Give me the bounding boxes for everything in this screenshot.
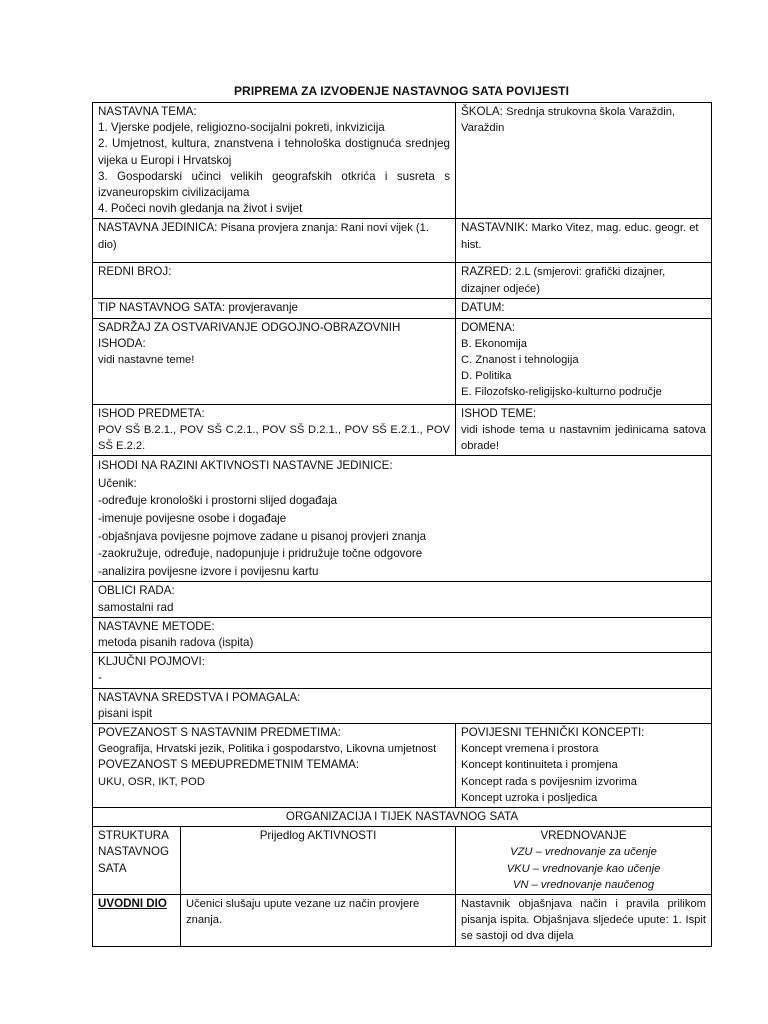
value-tip-sata: provjeravanje	[228, 301, 298, 315]
tema-item: 2. Umjetnost, kultura, znanstvena i tehnološka dostignuća srednjeg vijeka u Europi i Hrvatskoj	[98, 137, 450, 167]
cell-nastavna-jedinica	[93, 219, 456, 263]
pojmovi-colon: :	[201, 656, 205, 669]
row-tema	[93, 103, 712, 219]
label-redni-broj: REDNI BROJ:	[98, 265, 172, 279]
ishod-aktivnost-item: -imenuje povijesne osobe i događaje	[98, 512, 287, 526]
cell-tip-sata	[93, 299, 456, 318]
label-oblici-rada: OBLICI RADA:	[98, 584, 175, 598]
label-ishod-teme: ISHOD TEME:	[461, 406, 537, 420]
value-povezanost-predmeti: Geografija, Hrvatski jezik, Politika i gospodarstvo, Likovna umjetnost	[98, 743, 437, 756]
cell-nastavna-tema	[93, 103, 456, 219]
cell-datum	[456, 299, 712, 318]
header-vzu: VZU – vrednovanje za učenje	[510, 846, 657, 859]
row-ishodi-aktivnosti	[93, 456, 712, 582]
header-struktura: STRUKTURA NASTAVNOG SATA	[98, 829, 170, 875]
cell-redni-broj	[93, 263, 456, 299]
value-ishod-teme: vidi ishode tema u nastavnim jedinicama satova obrade!	[461, 423, 706, 453]
value-sadrzaj: vidi nastavne teme!	[98, 354, 195, 367]
header-vrednovanje: VREDNOVANJE	[540, 829, 627, 843]
cell-organizacija: ORGANIZACIJA I TIJEK NASTAVNOG SATA	[93, 808, 712, 827]
domena-item: B. Ekonomija	[461, 337, 527, 350]
cell-aktivnosti-header	[181, 827, 456, 895]
label-nastavna-tema: NASTAVNA TEMA:	[98, 105, 197, 118]
cell-domena	[456, 318, 712, 404]
ishodi-intro: Učenik:	[98, 476, 137, 490]
value-oblici-rada: samostalni rad	[98, 600, 174, 614]
label-datum: DATUM:	[461, 301, 505, 315]
tema-item: 1. Vjerske podjele, religiozno-socijalni pokreti, inkvizicija	[98, 121, 385, 135]
label-metode: NASTAVNE METODE:	[98, 619, 215, 633]
row-oblici-rada	[93, 582, 712, 617]
cell-pojmovi	[93, 653, 712, 688]
tema-item: 4. Počeci novih gledanja na život i svijet	[98, 202, 303, 216]
row-sadrzaj	[93, 318, 712, 404]
row-povezanost	[93, 724, 712, 808]
value-nastavnik: Marko Vitez, mag. educ. geogr. et hist.	[461, 222, 699, 251]
domena-item: D. Politika	[461, 370, 512, 383]
cell-uvodni-vrednovanje	[456, 895, 712, 947]
lesson-plan-table	[92, 102, 712, 947]
label-ishod-predmeta: ISHOD PREDMETA:	[98, 406, 205, 420]
header-vku: VKU – vrednovanje kao učenje	[506, 862, 661, 875]
koncept-item: Koncept vremena i prostora	[461, 743, 599, 756]
cell-metode	[93, 617, 712, 652]
cell-ishodi-aktivnosti	[93, 456, 712, 582]
koncept-item: Koncept kontinuiteta i promjena	[461, 759, 618, 772]
row-metode	[93, 617, 712, 652]
row-jedinica	[93, 219, 712, 263]
label-tip-sata: TIP NASTAVNOG SATA:	[98, 301, 226, 315]
label-nastavna-jedinica: NASTAVNA JEDINICA:	[98, 221, 218, 235]
value-metode: metoda pisanih radova (ispita)	[98, 636, 254, 649]
label-sredstva: NASTAVNA SREDSTVA I POMAGALA:	[98, 690, 301, 704]
label-uvodni-dio: UVODNI DIO	[98, 897, 167, 911]
row-ishodi	[93, 404, 712, 456]
cell-koncepti	[456, 724, 712, 808]
label-ishodi-aktivnosti: ISHODI NA RAZINI AKTIVNOSTI NASTAVNE JEDINICE:	[98, 459, 393, 473]
header-aktivnosti: Prijedlog AKTIVNOSTI	[259, 829, 377, 843]
label-razred: RAZRED:	[461, 265, 512, 279]
cell-sredstva	[93, 688, 712, 723]
label-povezanost-predmeti: POVEZANOST S NASTAVNIM PREDMETIMA:	[98, 726, 341, 740]
label-povezanost-teme: POVEZANOST S MEĐUPREDMETNIM TEMAMA:	[98, 758, 360, 772]
value-uvodni-aktivnost: Učenici slušaju upute vezane uz način provjere znanja.	[186, 898, 420, 927]
row-organizacija	[93, 808, 712, 827]
cell-ishod-teme	[456, 404, 712, 456]
cell-razred	[456, 263, 712, 299]
label-sadrzaj: SADRŽAJ ZA OSTVARIVANJE ODGOJNO-OBRAZOVNIH ISHODA:	[98, 320, 401, 350]
label-domena: DOMENA:	[461, 320, 516, 334]
cell-nastavnik	[456, 219, 712, 263]
label-koncepti: POVIJESNI TEHNIČKI KONCEPTI:	[461, 726, 645, 740]
label-skola: ŠKOLA:	[461, 105, 503, 118]
value-skola: Srednja strukovna škola Varaždin, Varaždin	[461, 106, 676, 135]
document-title: PRIPREMA ZA IZVOĐENJE NASTAVNOG SATA POVIJESTI	[233, 84, 570, 98]
cell-skola	[456, 103, 712, 219]
domena-item: E. Filozofsko-religijsko-kulturno područje	[461, 386, 662, 399]
label-nastavnik: NASTAVNIK:	[461, 221, 529, 235]
value-uvodni-vrednovanje: Nastavnik objašnjava način i pravila prilikom pisanja ispita. Objašnjava sljedeće upute: 1. Ispit se sastoji od dva dijela	[461, 898, 706, 943]
value-ishod-predmeta: POV SŠ B.2.1., POV SŠ C.2.1., POV SŠ D.2.1., POV SŠ E.2.1., POV SŠ E.2.2.	[98, 423, 450, 453]
cell-ishod-predmeta	[93, 404, 456, 456]
header-vn: VN – vrednovanje naučenog	[512, 878, 655, 891]
row-tip-sata	[93, 299, 712, 318]
row-redni-broj	[93, 263, 712, 299]
cell-uvodni-label	[93, 895, 181, 947]
label-pojmovi: KLJUČNI POJMOVI	[98, 655, 202, 669]
row-struktura-header	[93, 827, 712, 895]
ishod-aktivnost-item: -objašnjava povijesne pojmove zadane u pisanoj provjeri znanja	[98, 529, 427, 543]
value-razred: 2.L (smjerovi: grafički dizajner, dizajner odjeće)	[461, 266, 666, 295]
koncept-item: Koncept uzroka i posljedica	[461, 791, 598, 804]
value-pojmovi: -	[98, 671, 102, 685]
tema-item: 3. Gospodarski učinci velikih geografskih otkrića i susreta s izvaneuropskim civilizacijama	[98, 169, 450, 200]
cell-struktura-header	[93, 827, 181, 895]
row-sredstva	[93, 688, 712, 723]
cell-sadrzaj	[93, 318, 456, 404]
cell-oblici-rada	[93, 582, 712, 617]
cell-uvodni-aktivnost	[181, 895, 456, 947]
ishod-aktivnost-item: -određuje kronološki i prostorni slijed događaja	[98, 494, 338, 508]
cell-vrednovanje-header	[456, 827, 712, 895]
cell-povezanost	[93, 724, 456, 808]
ishod-aktivnost-item: -analizira povijesne izvore i povijesnu kartu	[98, 564, 319, 578]
ishod-aktivnost-item: -zaokružuje, određuje, nadopunjuje i pridružuje točne odgovore	[98, 547, 423, 561]
row-uvodni-dio	[93, 895, 712, 947]
value-nastavna-jedinica: Pisana provjera znanja: Rani novi vijek (1. dio)	[98, 222, 429, 251]
row-pojmovi	[93, 653, 712, 688]
document-page	[92, 80, 711, 947]
value-sredstva: pisani ispit	[98, 706, 153, 720]
koncept-item: Koncept rada s povijesnim izvorima	[461, 775, 637, 788]
domena-item: C. Znanost i tehnologija	[461, 354, 579, 367]
value-povezanost-teme: UKU, OSR, IKT, POD	[98, 775, 205, 788]
